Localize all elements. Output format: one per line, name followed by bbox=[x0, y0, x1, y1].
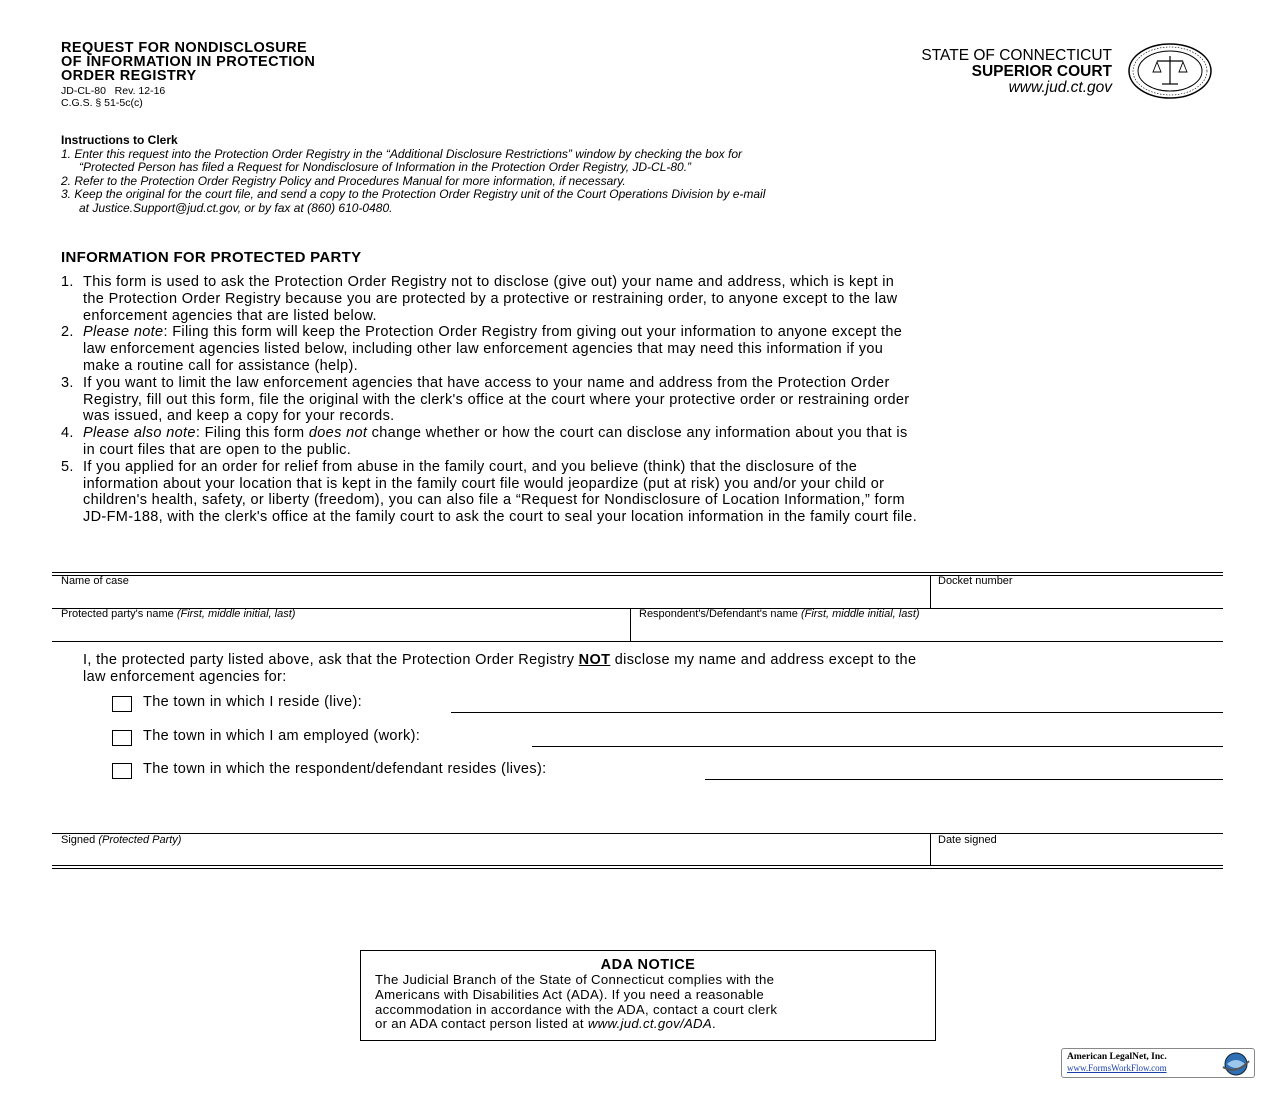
globe-logo-icon bbox=[1221, 1051, 1251, 1082]
form-title bbox=[61, 41, 315, 83]
info-line: : Filing this form will keep the Protection Order Registry from giving out your information to anyone except the bbox=[163, 324, 903, 341]
protected-party-label: Protected party's name bbox=[61, 608, 174, 620]
info-line: Registry, fill out this form, file the original with the clerk's office at the court where your protective order or restraining order bbox=[83, 391, 910, 408]
reside-town-checkbox[interactable] bbox=[112, 696, 132, 712]
clerk-instructions bbox=[61, 134, 765, 215]
info-lead: Please also note bbox=[83, 425, 196, 442]
request-statement bbox=[83, 652, 916, 686]
instruction-line: at Justice.Support@jud.ct.gov, or by fax at (860) 610-0480. bbox=[79, 200, 393, 215]
date-signed-label: Date signed bbox=[938, 834, 997, 846]
title-line: ORDER REGISTRY bbox=[61, 68, 197, 84]
ada-heading: ADA NOTICE bbox=[600, 957, 696, 973]
state-name: STATE OF CONNECTICUT bbox=[921, 47, 1112, 64]
info-line: make a routine call for assistance (help). bbox=[83, 357, 359, 374]
info-item bbox=[61, 274, 1241, 324]
respondent-town-input[interactable] bbox=[705, 779, 1223, 780]
info-item bbox=[61, 425, 1241, 459]
ada-link[interactable]: www.jud.ct.gov/ADA bbox=[587, 1016, 712, 1032]
info-line: law enforcement agencies listed below, including other law enforcement agencies that may need this information if you bbox=[83, 341, 884, 358]
instruction-line: “Protected Person has filed a Request for Nondisclosure of Information in the Protection Order Registry, JD-CL-80.” bbox=[79, 160, 692, 174]
respondent-name-field[interactable] bbox=[639, 608, 920, 620]
docket-number-label: Docket number bbox=[938, 575, 1013, 587]
info-text: : Filing this form bbox=[195, 425, 309, 442]
info-line: children's health, safety, or liberty (freedom), you can also file a “Request for Nondisclosure of Location Information,” form bbox=[83, 492, 905, 509]
case-name-field[interactable] bbox=[61, 575, 129, 587]
info-item bbox=[61, 459, 1241, 526]
signed-label: Signed bbox=[61, 834, 96, 846]
form-divider bbox=[930, 575, 931, 608]
item-number: 5. bbox=[61, 458, 74, 475]
publisher-website[interactable]: www.FormsWorkFlow.com bbox=[1067, 1063, 1167, 1073]
ada-notice bbox=[360, 950, 936, 1041]
reside-town-label: The town in which I reside (live): bbox=[143, 694, 363, 710]
info-line: the Protection Order Registry because you are protected by a protective or restraining order, to anyone except to the law bbox=[83, 290, 898, 307]
ada-line: Americans with Disabilities Act (ADA). If you need a reasonable bbox=[375, 986, 765, 1002]
statute: C.G.S. § 51-5c(c) bbox=[61, 97, 143, 109]
info-lead: Please note bbox=[83, 324, 164, 341]
form-number: JD-CL-80 Rev. 12-16 bbox=[61, 85, 166, 97]
request-not: NOT bbox=[578, 652, 611, 668]
signature-field[interactable] bbox=[61, 834, 181, 846]
info-list bbox=[61, 274, 1241, 526]
item-number: 3. bbox=[61, 374, 74, 391]
employed-town-label: The town in which I am employed (work): bbox=[143, 728, 421, 744]
instruction-line: 1. Enter this request into the Protection Order Registry in the “Additional Disclosure Restrictions” window by checking the box for bbox=[61, 146, 742, 161]
form-rule bbox=[52, 572, 1223, 573]
form-rule bbox=[52, 575, 1223, 576]
info-line: was issued, and keep a copy for your records. bbox=[83, 408, 395, 425]
instructions-heading: Instructions to Clerk bbox=[61, 133, 178, 147]
protected-party-hint: (First, middle initial, last) bbox=[176, 608, 296, 620]
form-rule bbox=[52, 868, 1223, 869]
respondent-hint: (First, middle initial, last) bbox=[800, 608, 920, 620]
form-divider bbox=[630, 608, 631, 641]
ada-body bbox=[361, 973, 935, 1032]
instruction-line: 2. Refer to the Protection Order Registry Policy and Procedures Manual for more information, if necessary. bbox=[61, 173, 626, 188]
protected-party-name-field[interactable] bbox=[61, 608, 295, 620]
ada-line: accommodation in accordance with the ADA, contact a court clerk bbox=[375, 1001, 778, 1017]
item-number: 2. bbox=[61, 324, 74, 341]
ada-period: . bbox=[711, 1016, 716, 1032]
ada-line: or an ADA contact person listed at bbox=[375, 1016, 588, 1032]
respondent-label: Respondent's/Defendant's name bbox=[639, 608, 798, 620]
info-line: If you applied for an order for relief from abuse in the family court, and you believe (think) that the disclosure of the bbox=[83, 458, 858, 475]
form-rule bbox=[52, 833, 1223, 834]
form-number-block bbox=[61, 85, 165, 109]
info-line: If you want to limit the law enforcement agencies that have access to your name and address from the Protection Order bbox=[83, 374, 890, 391]
form-rule bbox=[52, 641, 1223, 642]
court-website: www.jud.ct.gov bbox=[1008, 79, 1112, 96]
request-text: I, the protected party listed above, ask that the Protection Order Registry bbox=[83, 652, 579, 668]
info-line: enforcement agencies that are listed below. bbox=[83, 307, 377, 324]
section-heading: INFORMATION FOR PROTECTED PARTY bbox=[61, 249, 362, 266]
info-item bbox=[61, 324, 1241, 374]
info-line: This form is used to ask the Protection Order Registry not to disclose (give out) your name and address, which is kept in bbox=[83, 274, 895, 290]
date-signed-field[interactable] bbox=[938, 834, 997, 846]
info-emphasis: does not bbox=[308, 425, 368, 442]
court-name: SUPERIOR COURT bbox=[971, 63, 1112, 80]
court-header bbox=[921, 48, 1112, 96]
signed-hint: (Protected Party) bbox=[98, 834, 182, 846]
form-rule bbox=[52, 865, 1223, 866]
publisher-name: American LegalNet, Inc. bbox=[1067, 1052, 1167, 1062]
info-line: JD-FM-188, with the clerk's office at the family court to ask the court to seal your location information in the family court file. bbox=[83, 509, 918, 526]
respondent-town-checkbox[interactable] bbox=[112, 763, 132, 779]
instruction-line: 3. Keep the original for the court file, and send a copy to the Protection Order Registry unit of the Court Operations Division by e-mail bbox=[61, 187, 766, 201]
info-line: information about your location that is kept in the family court file would jeopardize (put at risk) you and/or your child or bbox=[83, 475, 885, 492]
docket-number-field[interactable] bbox=[938, 575, 1013, 587]
title-line: OF INFORMATION IN PROTECTION bbox=[61, 54, 316, 70]
request-text: disclose my name and address except to the bbox=[610, 652, 917, 668]
info-line: in court files that are open to the public. bbox=[83, 441, 352, 458]
employed-town-input[interactable] bbox=[532, 746, 1223, 747]
title-line: REQUEST FOR NONDISCLOSURE bbox=[61, 40, 308, 56]
case-name-label: Name of case bbox=[61, 575, 129, 587]
court-seal-icon bbox=[1127, 42, 1213, 100]
ada-line: The Judicial Branch of the State of Connecticut complies with the bbox=[375, 972, 775, 987]
item-number: 1. bbox=[61, 274, 74, 290]
item-number: 4. bbox=[61, 425, 74, 442]
form-divider bbox=[930, 833, 931, 865]
info-text: change whether or how the court can disclose any information about you that is bbox=[367, 425, 908, 442]
employed-town-checkbox[interactable] bbox=[112, 730, 132, 746]
respondent-town-label: The town in which the respondent/defendant resides (lives): bbox=[143, 761, 547, 777]
request-text: law enforcement agencies for: bbox=[83, 668, 287, 685]
publisher-logo[interactable] bbox=[1061, 1048, 1255, 1078]
info-item bbox=[61, 375, 1241, 425]
reside-town-input[interactable] bbox=[451, 712, 1223, 713]
